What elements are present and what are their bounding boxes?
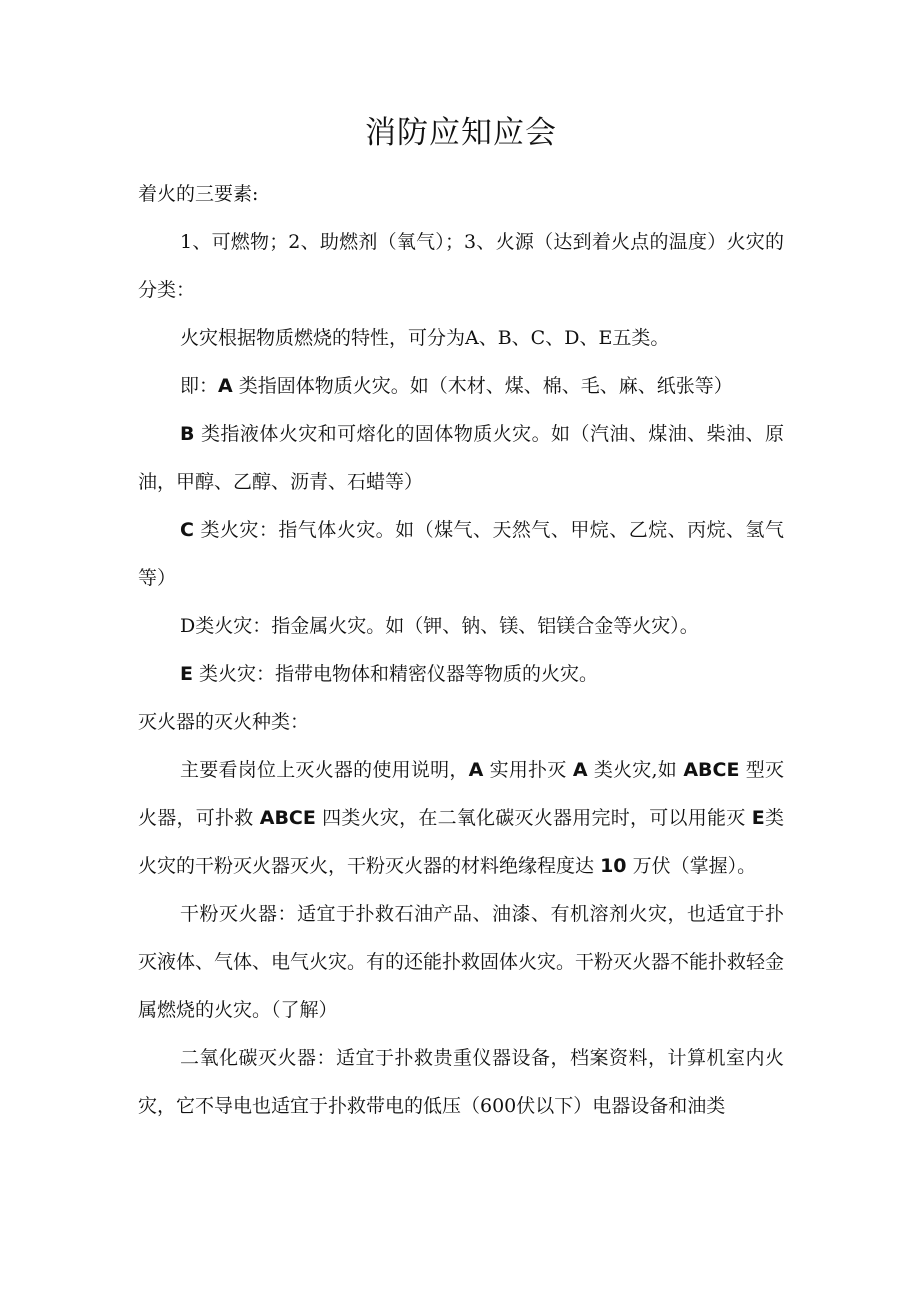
- paragraph-class-c: [138, 506, 784, 602]
- bold-run: C: [180, 519, 194, 541]
- bold-run: E: [751, 807, 765, 829]
- heading-fire-elements: 着火的三要素:: [138, 183, 259, 205]
- bold-run: ABCE: [683, 759, 740, 781]
- bold-run: 10: [600, 855, 627, 877]
- text-run: 万伏（掌握）。: [632, 855, 757, 877]
- text-run: 主要看岗位上灭火器的使用说明，: [180, 759, 469, 781]
- paragraph-co2: 二氧化碳灭火器：适宜于扑救贵重仪器设备，档案资料，计算机室内火灾，它不导电也适宜于扑救带电的低压（600伏以下）电器设备和油类: [138, 1047, 784, 1117]
- bold-run: B: [180, 423, 195, 445]
- document-page: [138, 108, 784, 1130]
- paragraph-class-e: [138, 650, 784, 698]
- text-run: 类火灾：指带电物体和精密仪器等物质的火灾。: [199, 663, 599, 685]
- heading-extinguisher-types: 灭火器的灭火种类：: [138, 711, 310, 733]
- paragraph-class-b: [138, 410, 784, 506]
- bold-run: E: [180, 663, 193, 685]
- text-run: 四类火灾，在二氧化碳灭火器用完时，可以用能灭: [322, 807, 746, 829]
- paragraph-dry-powder: 干粉灭火器：适宜于扑救石油产品、油漆、有机溶剂火灾，也适宜于扑灭液体、气体、电气火灾。有的还能扑救固体火灾。干粉灭火器不能扑救轻金属燃烧的火灾。（了解）: [138, 903, 785, 1021]
- paragraph-fire-elements: 1、可燃物；2、助燃剂（氧气）；3、火源（达到着火点的温度）火灾的分类：: [138, 231, 784, 301]
- text-run: 型灭火器，可扑救: [138, 759, 784, 829]
- text-run: 类火灾,如: [593, 759, 678, 781]
- page-title: 消防应知应会: [365, 115, 557, 151]
- paragraph-class-a: [138, 362, 784, 410]
- text-run: 类指液体火灾和可熔化的固体物质火灾。如（汽油、煤油、柴油、原油，甲醇、乙醇、沥青、石蜡等）: [138, 423, 784, 493]
- paragraph-fire-classes: 火灾根据物质燃烧的特性，可分为A、B、C、D、E五类。: [180, 327, 670, 349]
- text-run: 实用扑灭: [489, 759, 567, 781]
- text-run: 类火灾：指气体火灾。如（煤气、天然气、甲烷、乙烷、丙烷、氢气等）: [138, 519, 784, 589]
- paragraph-class-d: D类火灾：指金属火灾。如（钾、钠、镁、铝镁合金等火灾）。: [180, 615, 699, 637]
- text-run: 即：: [180, 375, 219, 397]
- bold-run: A: [468, 759, 484, 781]
- bold-run: ABCE: [259, 807, 316, 829]
- text-run: 类指固体物质火灾。如（木材、煤、棉、毛、麻、纸张等）: [238, 375, 733, 397]
- bold-run: A: [572, 759, 588, 781]
- bold-run: A: [218, 375, 233, 397]
- text-run: 类火灾的干粉灭火器灭火，干粉灭火器的材料绝缘程度达: [138, 807, 784, 877]
- paragraph-extinguisher-usage: [138, 746, 784, 890]
